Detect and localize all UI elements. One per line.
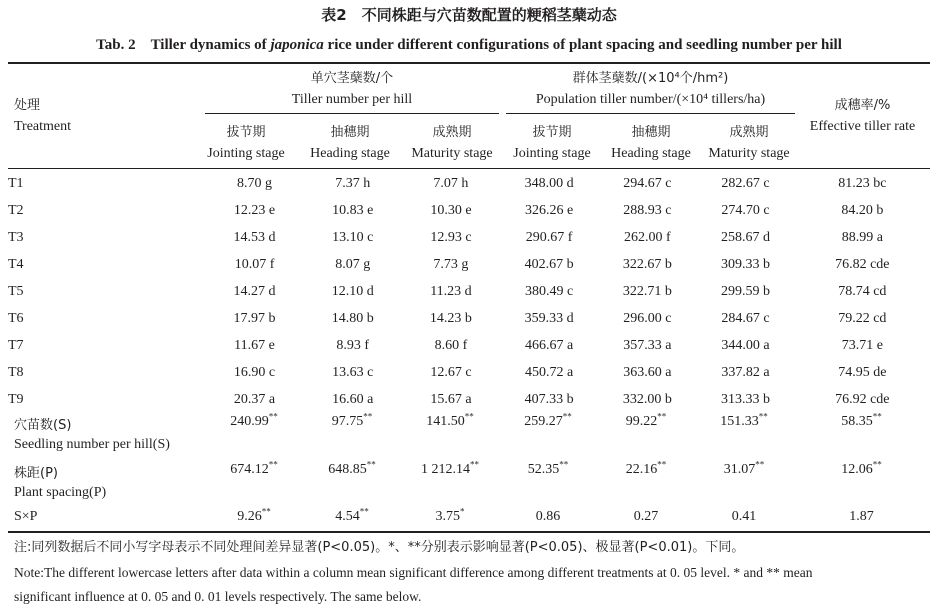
anova-cell xyxy=(695,459,793,478)
stage-label-cn: 抽穗期 xyxy=(631,125,671,140)
significance-mark: ** xyxy=(359,506,369,517)
treatment-cell: T3 xyxy=(8,229,24,245)
table-cell: 363.60 a xyxy=(623,364,672,380)
footnote-cn: 注:同列数据后不同小写字母表示不同处理间差异显著(P<0.05)。*、**分别表示影响显著(P<0.05)、极显著(P<0.01)。下同。 xyxy=(14,540,745,555)
table-cell: 344.00 a xyxy=(721,337,770,353)
table-row xyxy=(8,170,930,197)
header-group-population-tillers xyxy=(506,68,795,110)
significance-mark: ** xyxy=(261,506,271,517)
anova-value: 31.07 xyxy=(723,462,756,477)
rate-label-en: Effective tiller rate xyxy=(809,119,916,134)
significance-mark: ** xyxy=(657,459,667,470)
anova-source-cn: S×P xyxy=(14,509,38,524)
table-cell: 348.00 d xyxy=(524,175,574,191)
anova-value: 0.86 xyxy=(535,509,561,524)
group1-underline xyxy=(205,113,499,114)
table-cell: 359.33 d xyxy=(524,310,574,326)
treatment-cell: T5 xyxy=(8,283,24,299)
anova-value: 58.35 xyxy=(841,414,873,429)
table-cell: 337.82 a xyxy=(721,364,770,380)
significance-mark: ** xyxy=(758,411,768,422)
significance-mark: ** xyxy=(470,459,479,470)
treatment-cell: T7 xyxy=(8,337,24,353)
significance-mark: ** xyxy=(464,411,474,422)
table-cell: 262.00 f xyxy=(624,229,671,245)
anova-cell xyxy=(597,411,695,430)
group2-label-cn: 群体茎蘖数/(×10⁴个/hm²) xyxy=(572,71,729,86)
table-row xyxy=(8,305,930,332)
anova-value: 259.27 xyxy=(524,414,563,429)
rate-label-cn: 成穗率/% xyxy=(834,98,891,113)
anova-source-en: Seedling number per hill(S) xyxy=(14,437,170,452)
stage-header xyxy=(700,122,798,164)
table-cell: 294.67 c xyxy=(623,175,672,191)
anova-cell xyxy=(401,411,499,430)
table-cell: 299.59 b xyxy=(721,283,771,299)
anova-cell xyxy=(794,411,929,430)
anova-cell xyxy=(695,509,793,525)
table-cell: 290.67 f xyxy=(525,229,573,245)
table-cell: 14.53 d xyxy=(233,229,276,245)
treatment-label-cn: 处理 xyxy=(14,98,41,113)
table-cell: 288.93 c xyxy=(623,202,672,218)
table-cell: 258.67 d xyxy=(721,229,771,245)
anova-value: 12.06 xyxy=(841,462,873,477)
header-bottom-rule xyxy=(8,168,930,169)
table-row xyxy=(8,197,930,224)
significance-mark: * xyxy=(460,506,465,517)
table-cell: 11.67 e xyxy=(234,337,275,353)
table-cell: 8.07 g xyxy=(335,256,371,272)
anova-value: 674.12 xyxy=(230,462,269,477)
anova-cell xyxy=(401,506,499,525)
table-cell: 76.92 cde xyxy=(835,391,890,407)
significance-mark: ** xyxy=(559,459,569,470)
table-cell: 7.07 h xyxy=(433,175,469,191)
table-cell: 8.93 f xyxy=(336,337,370,353)
anova-cell xyxy=(205,506,303,525)
table-cell: 12.23 e xyxy=(233,202,276,218)
anova-source-cn: 株距(P) xyxy=(14,466,58,481)
stage-label-en: Heading stage xyxy=(310,146,390,161)
stage-header xyxy=(197,122,295,164)
anova-cell xyxy=(205,459,303,478)
table-cell: 402.67 b xyxy=(524,256,574,272)
table-cell: 326.26 e xyxy=(525,202,574,218)
anova-row-interaction xyxy=(8,506,930,531)
table-row xyxy=(8,332,930,359)
table-cell: 73.71 e xyxy=(841,337,883,353)
treatment-cell: T4 xyxy=(8,256,24,272)
table-cell: 84.20 b xyxy=(841,202,884,218)
stage-label-en: Jointing stage xyxy=(513,146,591,161)
treatment-cell: T2 xyxy=(8,202,24,218)
anova-cell xyxy=(303,459,401,478)
anova-value: 141.50 xyxy=(426,414,465,429)
group2-label-en: Population tiller number/(×10⁴ tillers/ha) xyxy=(535,92,766,107)
treatment-cell: T9 xyxy=(8,391,24,407)
anova-cell xyxy=(303,411,401,430)
footnote-en-line2: significant influence at 0. 05 and 0. 01 levels respectively. The same below. xyxy=(14,589,422,604)
anova-cell xyxy=(303,506,401,525)
stage-label-en: Heading stage xyxy=(611,146,691,161)
table-row xyxy=(8,278,930,305)
table-cell: 8.70 g xyxy=(237,175,273,191)
anova-cell xyxy=(499,459,597,478)
title-en-italic: japonica xyxy=(270,37,324,53)
stage-header xyxy=(301,122,399,164)
table-cell: 74.95 de xyxy=(838,364,887,380)
bottom-rule xyxy=(8,531,930,533)
table-cell: 12.67 c xyxy=(430,364,472,380)
anova-cell xyxy=(794,459,929,478)
table-cell: 14.27 d xyxy=(233,283,276,299)
stage-header xyxy=(403,122,501,164)
group1-label-en: Tiller number per hill xyxy=(291,92,413,107)
table-cell: 20.37 a xyxy=(233,391,276,407)
table-cell: 10.83 e xyxy=(332,202,374,218)
significance-mark: ** xyxy=(363,411,373,422)
table-cell: 450.72 a xyxy=(525,364,574,380)
title-en-suffix: rice under different configurations of plant spacing and seedling number per hill xyxy=(323,37,842,53)
table-cell: 357.33 a xyxy=(623,337,672,353)
anova-cell xyxy=(205,411,303,430)
significance-mark: ** xyxy=(872,411,882,422)
table-cell: 16.90 c xyxy=(233,364,276,380)
table-row xyxy=(8,224,930,251)
anova-value: 1.87 xyxy=(849,509,874,524)
anova-value: 9.26 xyxy=(237,509,262,524)
treatment-cell: T6 xyxy=(8,310,24,326)
table-cell: 309.33 b xyxy=(721,256,771,272)
table-cell: 17.97 b xyxy=(233,310,276,326)
table-cell: 10.07 f xyxy=(234,256,275,272)
table-cell: 380.49 c xyxy=(525,283,574,299)
header-effective-tiller-rate xyxy=(795,95,930,137)
tiller-table xyxy=(8,170,930,413)
table-title-cn: 表2 不同株距与穴苗数配置的粳稻茎蘖动态 xyxy=(321,6,617,24)
table-cell: 12.10 d xyxy=(331,283,374,299)
anova-value: 648.85 xyxy=(328,462,367,477)
table-cell: 322.67 b xyxy=(622,256,672,272)
title-en-prefix: Tab. 2 Tiller dynamics of xyxy=(96,37,271,53)
anova-cell xyxy=(597,459,695,478)
table-cell: 13.10 c xyxy=(332,229,374,245)
table-row xyxy=(8,251,930,278)
table-cell: 78.74 cd xyxy=(838,283,887,299)
anova-cell xyxy=(597,509,695,525)
significance-mark: ** xyxy=(755,459,765,470)
anova-cell xyxy=(499,411,597,430)
anova-value: 240.99 xyxy=(230,414,269,429)
anova-value: 97.75 xyxy=(331,414,364,429)
table-cell: 274.70 c xyxy=(721,202,770,218)
anova-cell xyxy=(401,459,499,478)
treatment-label-en: Treatment xyxy=(14,119,72,134)
anova-row-plant-spacing xyxy=(8,459,930,508)
table-cell: 15.67 a xyxy=(430,391,472,407)
anova-cell xyxy=(794,509,929,525)
footnote-en-line1: Note:The different lowercase letters after data within a column mean significant difference among different treatments at 0. 05 level. * and ** mean xyxy=(14,565,813,580)
anova-cell xyxy=(695,411,793,430)
group2-underline xyxy=(506,113,795,114)
treatment-cell: T8 xyxy=(8,364,24,380)
anova-value: 1 212.14 xyxy=(421,462,470,477)
significance-mark: ** xyxy=(268,459,278,470)
table-cell: 7.73 g xyxy=(433,256,469,272)
significance-mark: ** xyxy=(268,411,278,422)
anova-value: 99.22 xyxy=(625,414,658,429)
significance-mark: ** xyxy=(657,411,667,422)
anova-value: 3.75 xyxy=(435,509,460,524)
table-cell: 282.67 c xyxy=(721,175,770,191)
table-cell: 284.67 c xyxy=(721,310,770,326)
table-cell: 7.37 h xyxy=(335,175,371,191)
table-row xyxy=(8,359,930,386)
table-cell: 16.60 a xyxy=(332,391,374,407)
table-cell: 296.00 c xyxy=(623,310,672,326)
stage-label-en: Maturity stage xyxy=(708,146,790,161)
stage-header xyxy=(602,122,700,164)
anova-source-en: Plant spacing(P) xyxy=(14,485,107,500)
anova-value: 0.41 xyxy=(731,509,757,524)
table-cell: 79.22 cd xyxy=(838,310,887,326)
stage-label-cn: 抽穗期 xyxy=(330,125,370,140)
table-row xyxy=(8,386,930,413)
table-title-en xyxy=(0,33,938,54)
table-cell: 81.23 bc xyxy=(838,175,887,191)
group1-label-cn: 单穴茎蘖数/个 xyxy=(310,71,394,86)
stage-header xyxy=(503,122,601,164)
significance-mark: ** xyxy=(366,459,376,470)
stage-label-cn: 拔节期 xyxy=(226,125,266,140)
table-cell: 313.33 b xyxy=(721,391,771,407)
top-rule xyxy=(8,62,930,64)
treatment-cell: T1 xyxy=(8,175,24,191)
anova-value: 22.16 xyxy=(625,462,658,477)
anova-value: 52.35 xyxy=(527,462,560,477)
stage-label-en: Jointing stage xyxy=(207,146,285,161)
table-cell: 322.71 b xyxy=(622,283,672,299)
anova-row-seedling-number xyxy=(8,411,930,460)
header-treatment xyxy=(14,95,71,137)
table-cell: 8.60 f xyxy=(434,337,468,353)
table-cell: 407.33 b xyxy=(524,391,574,407)
table-cell: 14.23 b xyxy=(429,310,472,326)
anova-value: 151.33 xyxy=(720,414,759,429)
header-group-tiller-per-hill xyxy=(205,68,499,110)
anova-cell xyxy=(499,509,597,525)
anova-source-cn: 穴苗数(S) xyxy=(14,418,72,433)
table-cell: 76.82 cde xyxy=(835,256,890,272)
table-cell: 332.00 b xyxy=(622,391,672,407)
significance-mark: ** xyxy=(562,411,572,422)
stage-label-cn: 拔节期 xyxy=(532,125,572,140)
table-cell: 14.80 b xyxy=(331,310,374,326)
significance-mark: ** xyxy=(872,459,882,470)
table-cell: 11.23 d xyxy=(430,283,472,299)
footnote-en xyxy=(14,561,924,609)
anova-value: 0.27 xyxy=(633,509,659,524)
anova-value: 4.54 xyxy=(335,509,360,524)
table-cell: 12.93 c xyxy=(430,229,472,245)
stage-label-cn: 成熟期 xyxy=(729,125,769,140)
table-cell: 13.63 c xyxy=(332,364,374,380)
table-cell: 466.67 a xyxy=(525,337,574,353)
table-cell: 88.99 a xyxy=(841,229,883,245)
stage-label-en: Maturity stage xyxy=(411,146,493,161)
stage-label-cn: 成熟期 xyxy=(432,125,472,140)
table-cell: 10.30 e xyxy=(430,202,472,218)
